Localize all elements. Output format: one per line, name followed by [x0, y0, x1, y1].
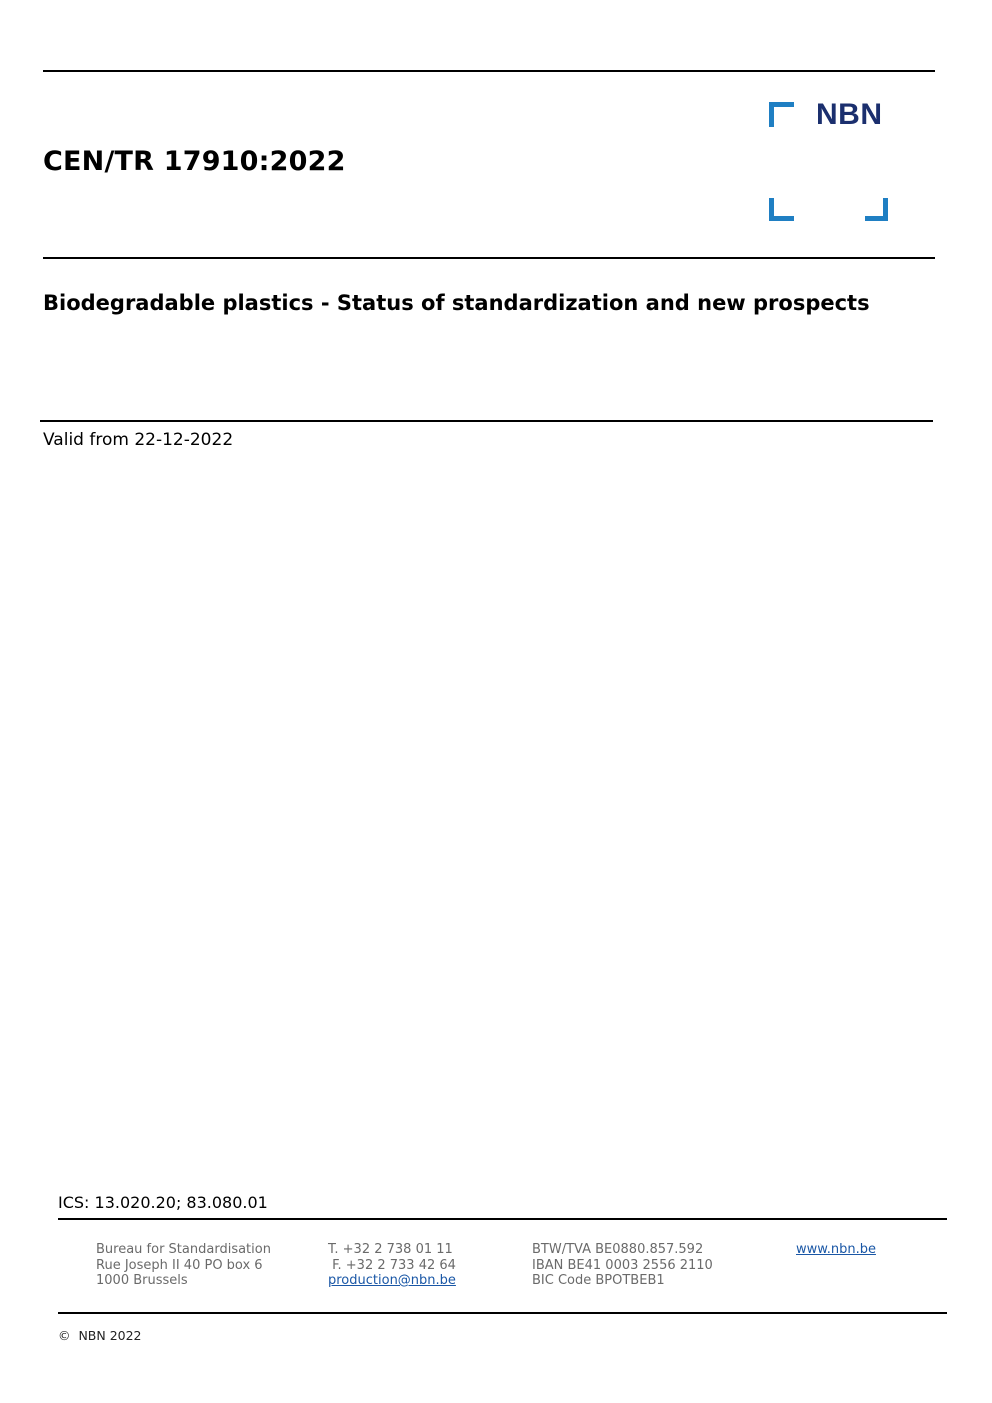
footer-web [796, 1242, 876, 1258]
valid-from: Valid from 22-12-2022 [43, 430, 234, 450]
nbn-logo [768, 100, 890, 222]
address-line: Bureau for Standardisation [96, 1242, 271, 1257]
divider-header [43, 257, 935, 259]
copyright: © NBN 2022 [58, 1328, 142, 1343]
logo-text: NBN [816, 98, 883, 131]
divider-footer-top [58, 1218, 947, 1220]
ics-codes: ICS: 13.020.20; 83.080.01 [58, 1193, 268, 1212]
document-id: CEN/TR 17910:2022 [43, 146, 346, 177]
bic-code: BIC Code BPOTBEB1 [532, 1273, 665, 1288]
footer-bank [532, 1242, 713, 1289]
phone-number: T. +32 2 738 01 11 [328, 1242, 453, 1257]
footer-contact [328, 1242, 456, 1289]
divider-footer-bottom [58, 1312, 947, 1314]
divider-top [43, 70, 935, 72]
address-line: Rue Joseph II 40 PO box 6 [96, 1257, 263, 1273]
iban-number: IBAN BE41 0003 2556 2110 [532, 1257, 713, 1273]
email-link[interactable]: production@nbn.be [328, 1273, 456, 1288]
document-title: Biodegradable plastics - Status of standardization and new prospects [43, 291, 870, 315]
address-line: 1000 Brussels [96, 1273, 188, 1288]
website-link[interactable]: www.nbn.be [796, 1242, 876, 1257]
footer-address [96, 1242, 271, 1289]
divider-title [40, 420, 933, 422]
vat-number: BTW/TVA BE0880.857.592 [532, 1242, 704, 1257]
fax-number: F. +32 2 733 42 64 [328, 1257, 456, 1273]
